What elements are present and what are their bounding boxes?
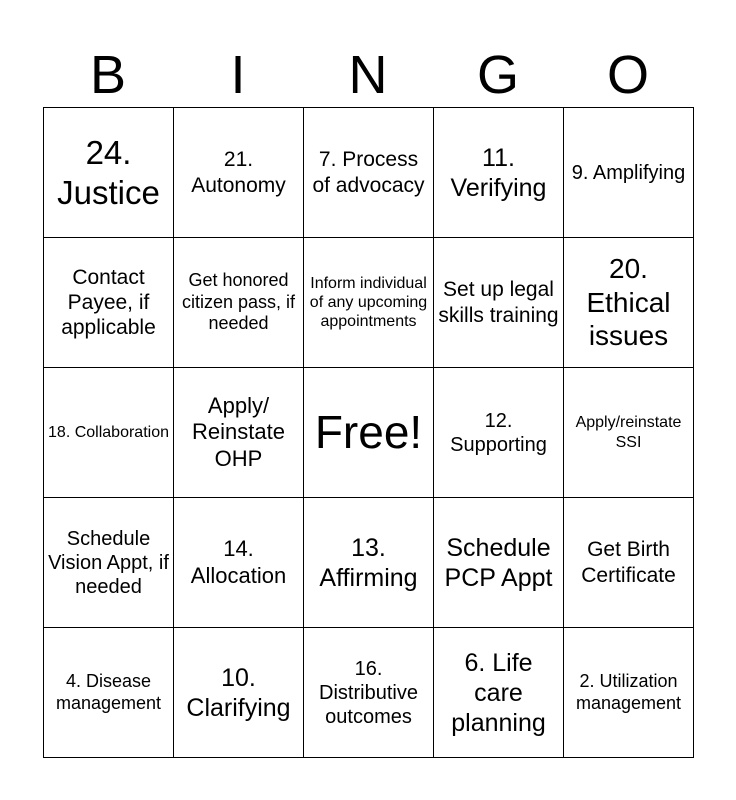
bingo-cell[interactable]: 24. Justice bbox=[44, 108, 174, 238]
bingo-board bbox=[43, 107, 694, 758]
bingo-cell[interactable]: 18. Collaboration bbox=[44, 368, 174, 498]
header-letter-n: N bbox=[348, 45, 388, 105]
board-row bbox=[44, 238, 694, 368]
bingo-header bbox=[43, 42, 693, 108]
bingo-cell[interactable]: Get honored citizen pass, if needed bbox=[174, 238, 304, 368]
bingo-cell[interactable]: Schedule PCP Appt bbox=[434, 498, 564, 628]
board-row bbox=[44, 368, 694, 498]
bingo-cell[interactable]: 4. Disease management bbox=[44, 628, 174, 758]
bingo-cell[interactable]: 20. Ethical issues bbox=[564, 238, 694, 368]
bingo-cell[interactable]: 10. Clarifying bbox=[174, 628, 304, 758]
header-letter-i: I bbox=[230, 45, 246, 105]
bingo-cell[interactable]: Inform individual of any upcoming appointments bbox=[304, 238, 434, 368]
bingo-cell[interactable]: Apply/reinstate SSI bbox=[564, 368, 694, 498]
bingo-cell[interactable]: Contact Payee, if applicable bbox=[44, 238, 174, 368]
bingo-cell[interactable]: 13. Affirming bbox=[304, 498, 434, 628]
bingo-cell[interactable]: Set up legal skills training bbox=[434, 238, 564, 368]
bingo-cell[interactable]: 2. Utilization management bbox=[564, 628, 694, 758]
bingo-cell[interactable]: Get Birth Certificate bbox=[564, 498, 694, 628]
bingo-cell[interactable]: 21. Autonomy bbox=[174, 108, 304, 238]
free-cell[interactable]: Free! bbox=[304, 368, 434, 498]
bingo-cell[interactable]: 7. Process of advocacy bbox=[304, 108, 434, 238]
bingo-cell[interactable]: 6. Life care planning bbox=[434, 628, 564, 758]
bingo-cell[interactable]: 16. Distributive outcomes bbox=[304, 628, 434, 758]
bingo-cell[interactable]: 9. Amplifying bbox=[564, 108, 694, 238]
header-letter-b: B bbox=[89, 45, 127, 105]
bingo-cell[interactable]: 14. Allocation bbox=[174, 498, 304, 628]
header-letter-g: G bbox=[476, 45, 519, 105]
board-row bbox=[44, 108, 694, 238]
header-letter-o: O bbox=[606, 45, 649, 105]
bingo-cell[interactable]: Apply/ Reinstate OHP bbox=[174, 368, 304, 498]
bingo-cell[interactable]: 11. Verifying bbox=[434, 108, 564, 238]
bingo-cell[interactable]: 12. Supporting bbox=[434, 368, 564, 498]
bingo-cell[interactable]: Schedule Vision Appt, if needed bbox=[44, 498, 174, 628]
board-row bbox=[44, 498, 694, 628]
board-row bbox=[44, 628, 694, 758]
